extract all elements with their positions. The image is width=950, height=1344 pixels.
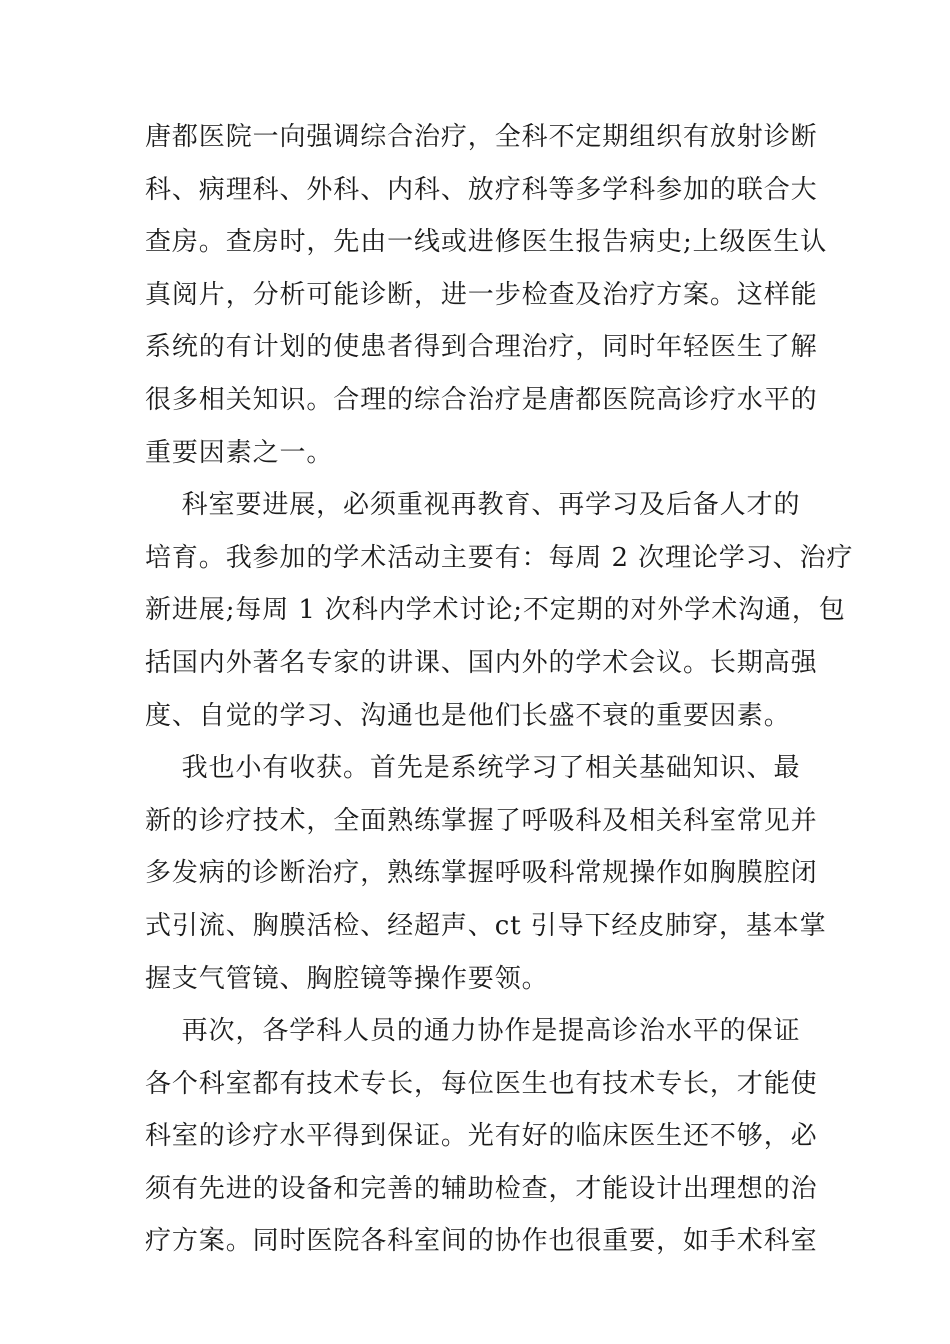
text-line: 查房。查房时，先由一线或进修医生报告病史;上级医生认: [145, 227, 828, 258]
text-line: 唐都医院一向强调综合治疗，全科不定期组织有放射诊断: [145, 122, 818, 152]
text-line: 重要因素之一。: [145, 437, 334, 468]
text-line: 度、自觉的学习、沟通也是他们长盛不衰的重要因素。: [145, 700, 791, 731]
paragraph-1: [145, 122, 828, 492]
text-line: 真阅片，分析可能诊断，进一步检查及治疗方案。这样能: [145, 279, 818, 310]
text-line: 科室要进展，必须重视再教育、再学习及后备人才的: [145, 490, 801, 521]
text-line: 式引流、胸膜活检、经超声、ct 引导下经皮肺穿，基本掌: [145, 910, 827, 941]
text-line: 科、病理科、外科、内科、放疗科等多学科参加的联合大: [145, 174, 818, 205]
text-line: 各个科室都有技术专长，每位医生也有技术专长，才能使: [145, 1068, 818, 1099]
text-line: 我也小有收获。首先是系统学习了相关基础知识、最: [145, 753, 801, 784]
text-line: 培育。我参加的学术活动主要有：每周 2 次理论学习、治疗: [145, 542, 854, 573]
text-line: 科室的诊疗水平得到保证。光有好的临床医生还不够，必: [145, 1121, 818, 1152]
paragraph-2: [145, 490, 854, 755]
document-body: [145, 122, 854, 1281]
text-line: 很多相关知识。合理的综合治疗是唐都医院高诊疗水平的: [145, 384, 818, 415]
text-line: 新进展;每周 1 次科内学术讨论;不定期的对外学术沟通，包: [145, 595, 846, 626]
text-line: 疗方案。同时医院各科室间的协作也很重要，如手术科室: [145, 1226, 818, 1257]
text-line: 多发病的诊断治疗，熟练掌握呼吸科常规操作如胸膜腔闭: [145, 858, 818, 889]
text-line: 握支气管镜、胸腔镜等操作要领。: [145, 963, 549, 994]
paragraph-4: [145, 1016, 818, 1281]
text-line: 再次，各学科人员的通力协作是提高诊治水平的保证: [145, 1016, 801, 1047]
text-line: 系统的有计划的使患者得到合理治疗，同时年轻医生了解: [145, 332, 818, 363]
text-line: 新的诊疗技术，全面熟练掌握了呼吸科及相关科室常见并: [145, 805, 818, 836]
text-line: 括国内外著名专家的讲课、国内外的学术会议。长期高强: [145, 647, 818, 678]
paragraph-3: [145, 753, 827, 1018]
text-line: 须有先进的设备和完善的辅助检查，才能设计出理想的治: [145, 1173, 818, 1204]
